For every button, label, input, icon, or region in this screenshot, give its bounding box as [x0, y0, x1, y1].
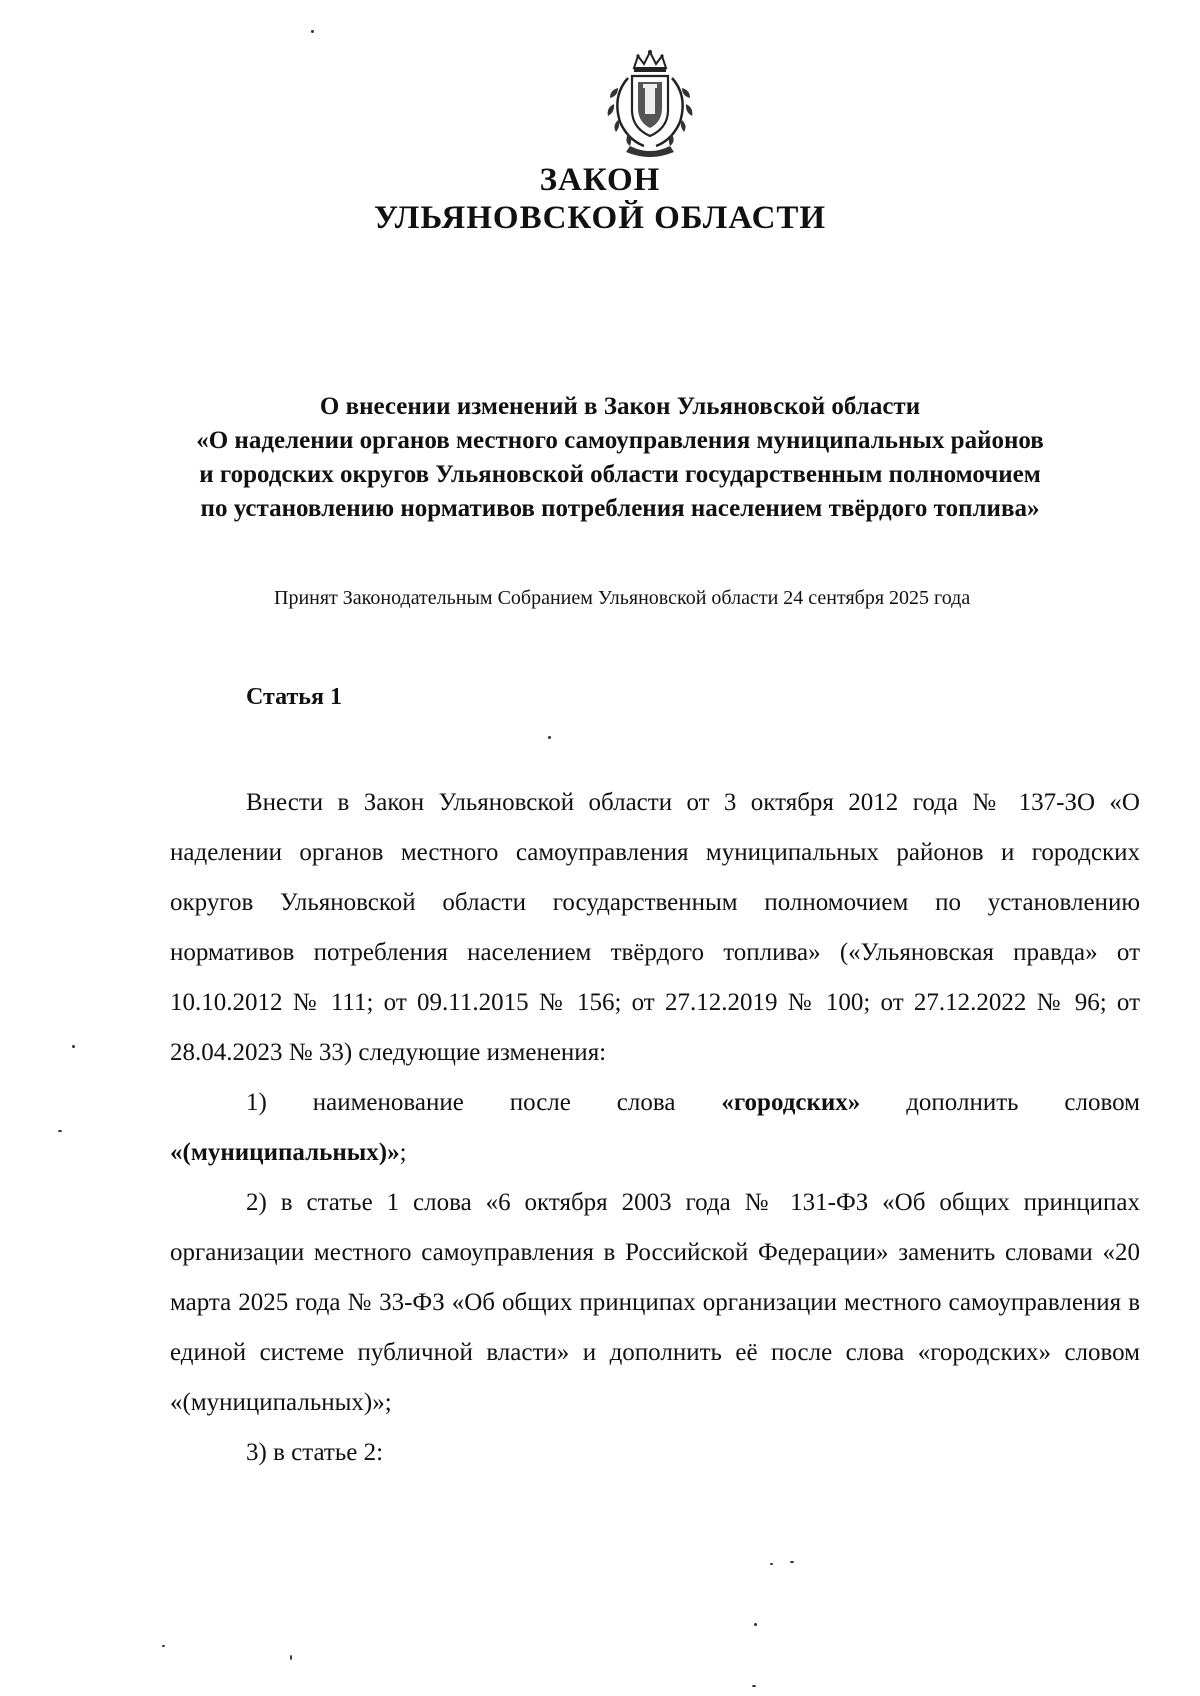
article-item-3: 3) в статье 2:: [246, 1439, 384, 1466]
article-intro-paragraph: Внести в Закон Ульяновской области от 3 октября 2012 года № 137-ЗО «О наделении органов местного самоуправления муниципальных районов и городских округов Ульяновской области государственным полномочием по установлению нормативов потребления населением твёрдого топлива» («Ульяновская правда» от 10.10.2012 № 111; от 09.11.2015 № 156; от 27.12.2019 № 100; от 27.12.2022 № 96; от 28.04.2023 № 33) следующие изменения:: [170, 789, 1140, 1066]
item1-bold-word: «городских»: [721, 1089, 861, 1116]
article-heading: Статья 1: [246, 684, 342, 710]
article-item-2: 2) в статье 1 слова «6 октября 2003 года № 131-ФЗ «Об общих принципах организации местного самоуправления в Российской Федерации» заменить словами «20 марта 2025 года № 33-ФЗ «Об общих принципах организации местного самоуправления в единой системе публичной власти» и дополнить её после слова «городских» словом «(муниципальных)»;: [170, 1189, 1140, 1416]
scan-speck: [162, 1645, 165, 1647]
coat-of-arms-emblem: [594, 48, 706, 160]
law-subject: [160, 390, 1080, 526]
item1-suffix: ;: [399, 1139, 407, 1166]
scan-speck: [790, 1561, 794, 1563]
item1-middle: дополнить словом: [860, 1089, 1140, 1116]
scan-speck: [752, 1685, 756, 1687]
scan-speck: [548, 736, 551, 739]
scan-speck: [311, 30, 314, 33]
subject-line: по установлению нормативов потребления населением твёрдого топлива»: [200, 495, 1040, 522]
adoption-note: Принят Законодательным Собранием Ульяновской области 24 сентября 2025 года: [274, 587, 971, 609]
subject-line: О внесении изменений в Закон Ульяновской области: [319, 393, 921, 420]
subject-line: и городских округов Ульяновской области государственным полномочием: [199, 461, 1041, 488]
item1-prefix: 1) наименование после слова: [246, 1089, 722, 1116]
item1-bold-end: «(муниципальных)»: [170, 1139, 400, 1166]
scan-speck: [58, 1130, 62, 1132]
region-title: УЛЬЯНОВСКОЙ ОБЛАСТИ: [373, 200, 827, 236]
scan-speck: [754, 1623, 757, 1626]
scan-speck: [770, 1563, 773, 1565]
scan-speck: [72, 1045, 75, 1048]
article-body: [170, 778, 1140, 1478]
law-title: ЗАКОН: [539, 162, 661, 198]
subject-line: «О наделении органов местного самоуправления муниципальных районов: [196, 427, 1044, 454]
article-item-1: [170, 1078, 1140, 1178]
scan-speck: [290, 1655, 292, 1660]
